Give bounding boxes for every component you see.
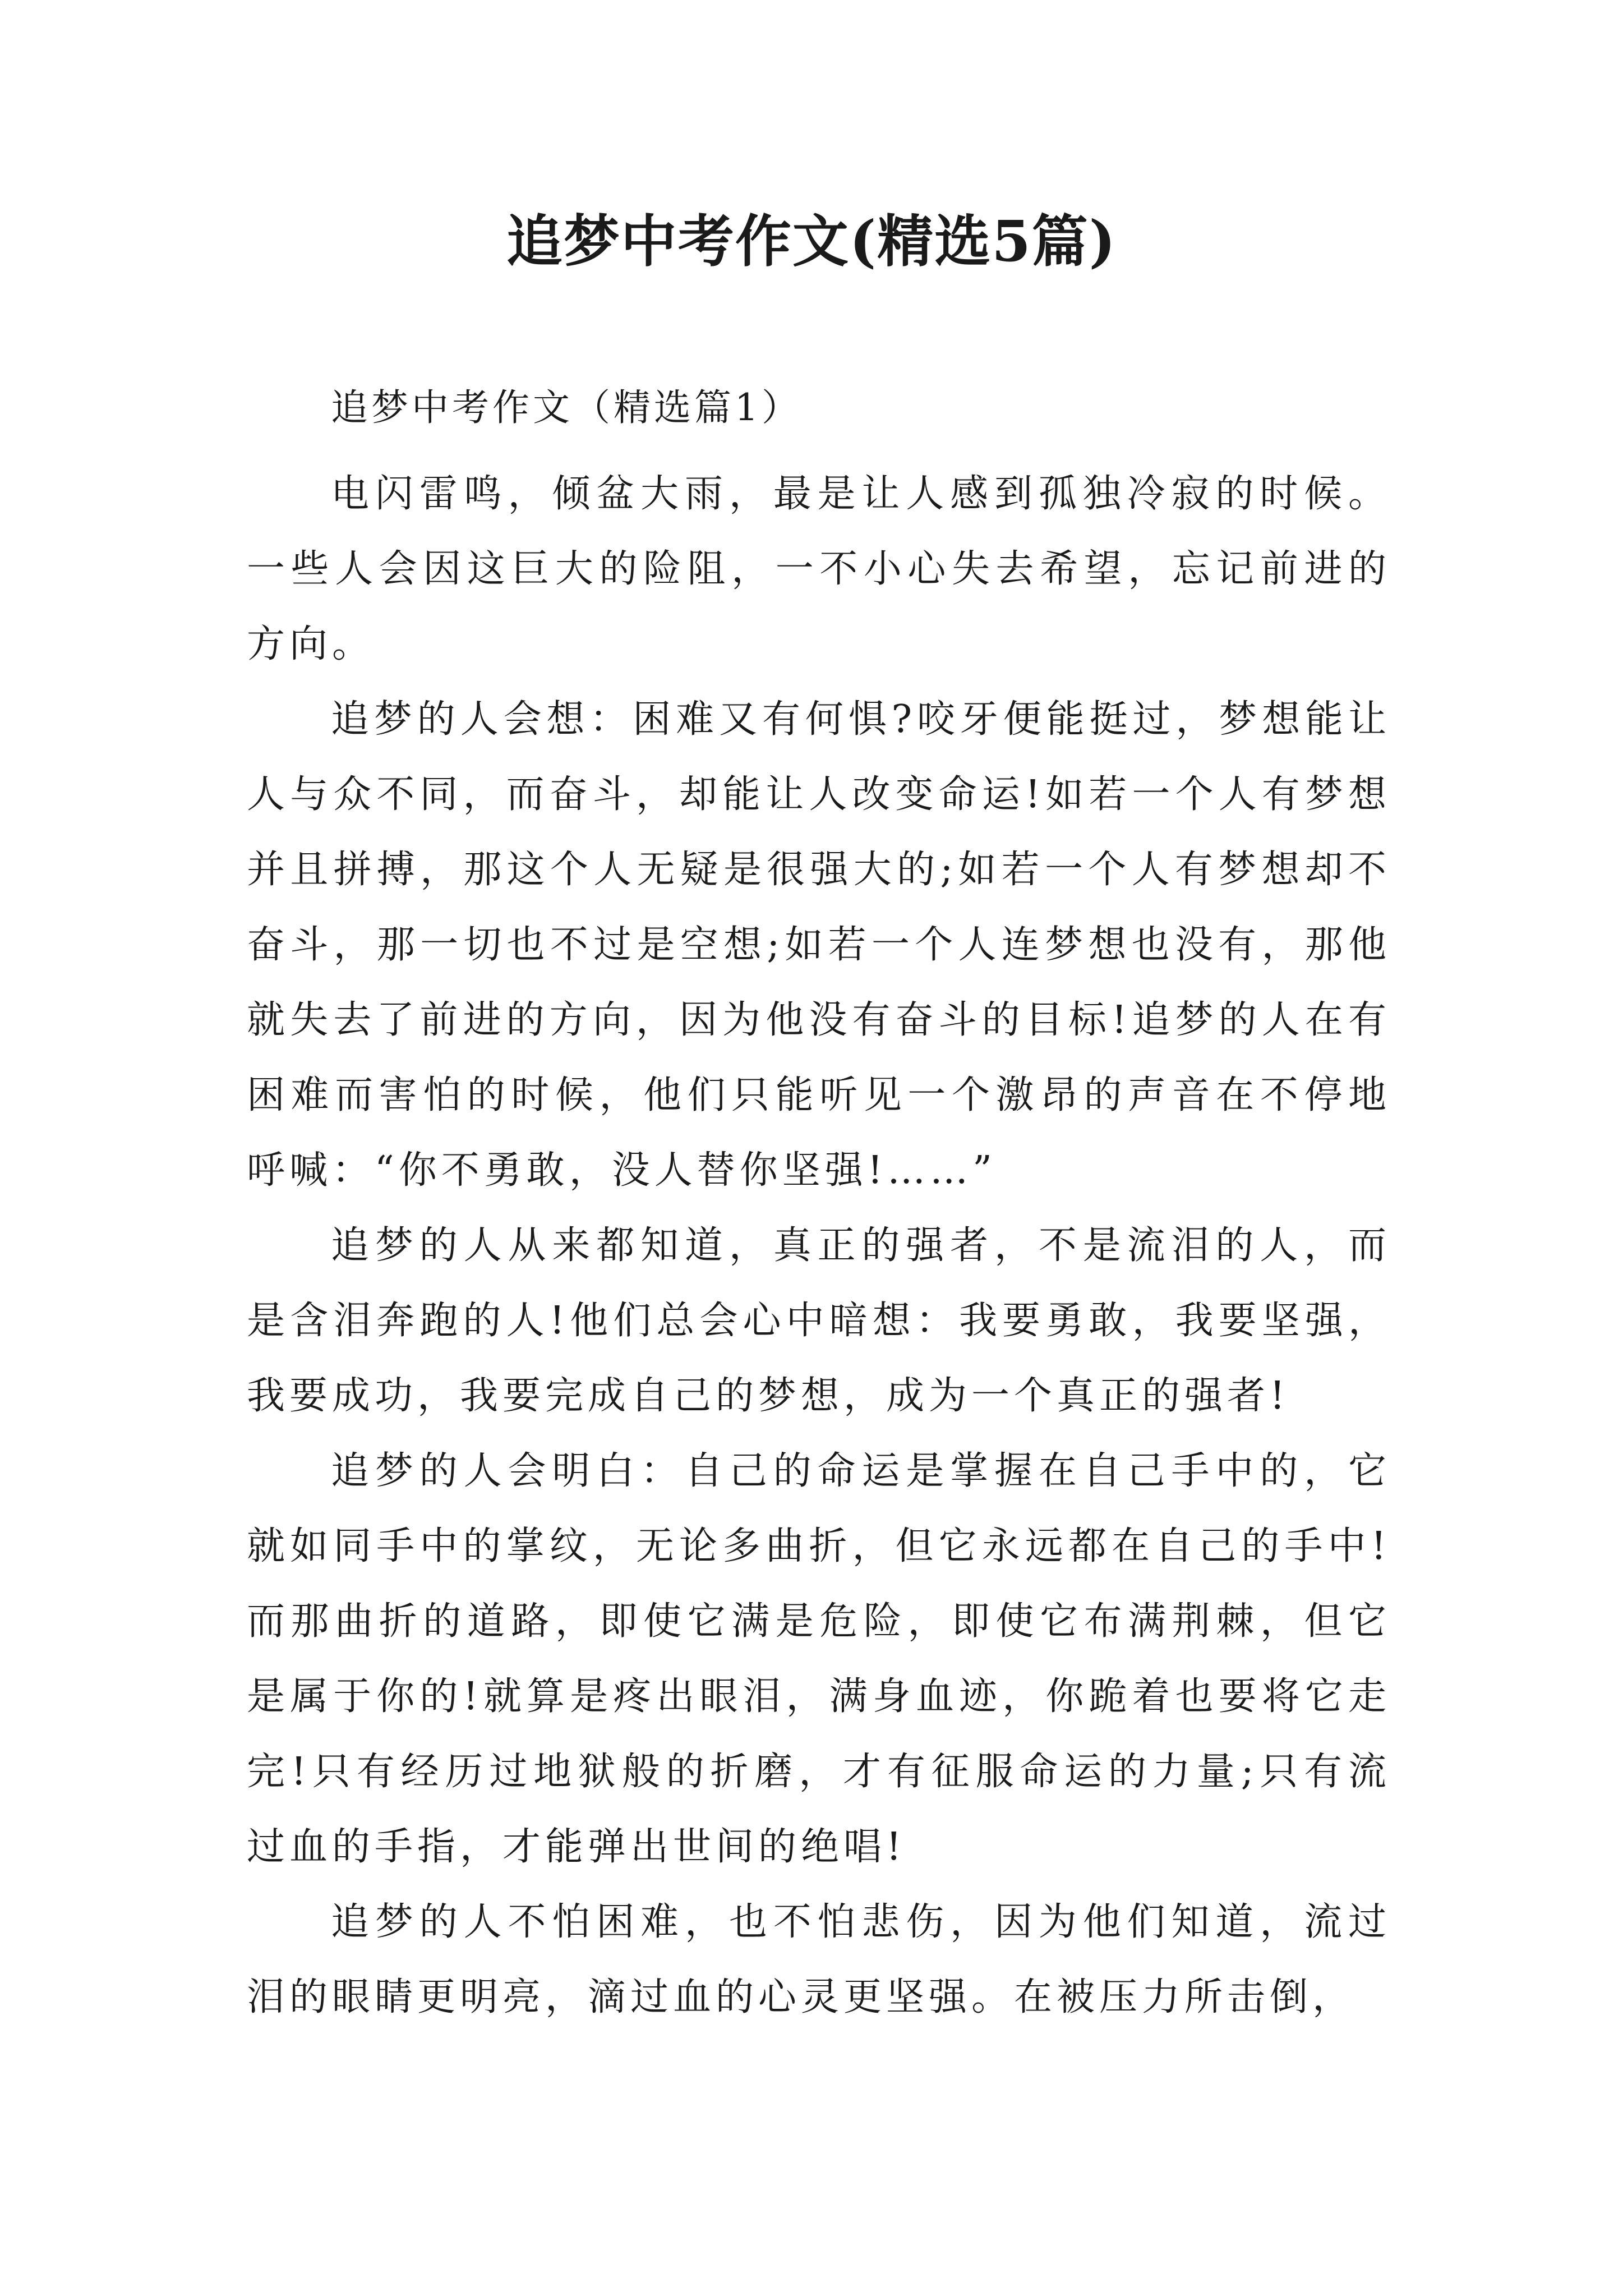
paragraph-1: 电闪雷鸣，倾盆大雨，最是让人感到孤独冷寂的时候。一些人会因这巨大的险阻，一不小心失去希望，忘记前进的方向。 [247, 472, 1391, 666]
document-title: 追梦中考作文(精选5篇) [506, 208, 1117, 274]
paragraph-3: 追梦的人从来都知道，真正的强者，不是流泪的人，而是含泪奔跑的人!他们总会心中暗想：我要勇敢，我要坚强，我要成功，我要完成自己的梦想，成为一个真正的强者! [247, 1223, 1391, 1418]
paragraph-5: 追梦的人不怕困难，也不怕悲伤，因为他们知道，流过泪的眼睛更明亮，滴过血的心灵更坚强。在被压力所击倒， [247, 1900, 1391, 2019]
document-body [247, 370, 1391, 2035]
paragraph-4: 追梦的人会明白：自己的命运是掌握在自己手中的，它就如同手中的掌纹，无论多曲折，但它永远都在自己的手中!而那曲折的道路，即使它满是危险，即使它布满荆棘，但它是属于你的!就算是疼出眼泪，满身血迹，你跪着也要将它走完!只有经历过地狱般的折磨，才有征服命运的力量;只有流过血的手指，才能弹出世间的绝唱! [247, 1449, 1391, 1869]
section-heading: 追梦中考作文（精选篇1） [331, 386, 802, 429]
paragraph-2: 追梦的人会想：困难又有何惧?咬牙便能挺过，梦想能让人与众不同，而奋斗，却能让人改变命运!如若一个人有梦想并且拼搏，那这个人无疑是很强大的;如若一个人有梦想却不奋斗，那一切也不过是空想;如若一个人连梦想也没有，那他就失去了前进的方向，因为他没有奋斗的目标!追梦的人在有困难而害怕的时候，他们只能听见一个激昂的声音在不停地呼喊：“你不勇敢，没人替你坚强!……” [247, 697, 1391, 1193]
